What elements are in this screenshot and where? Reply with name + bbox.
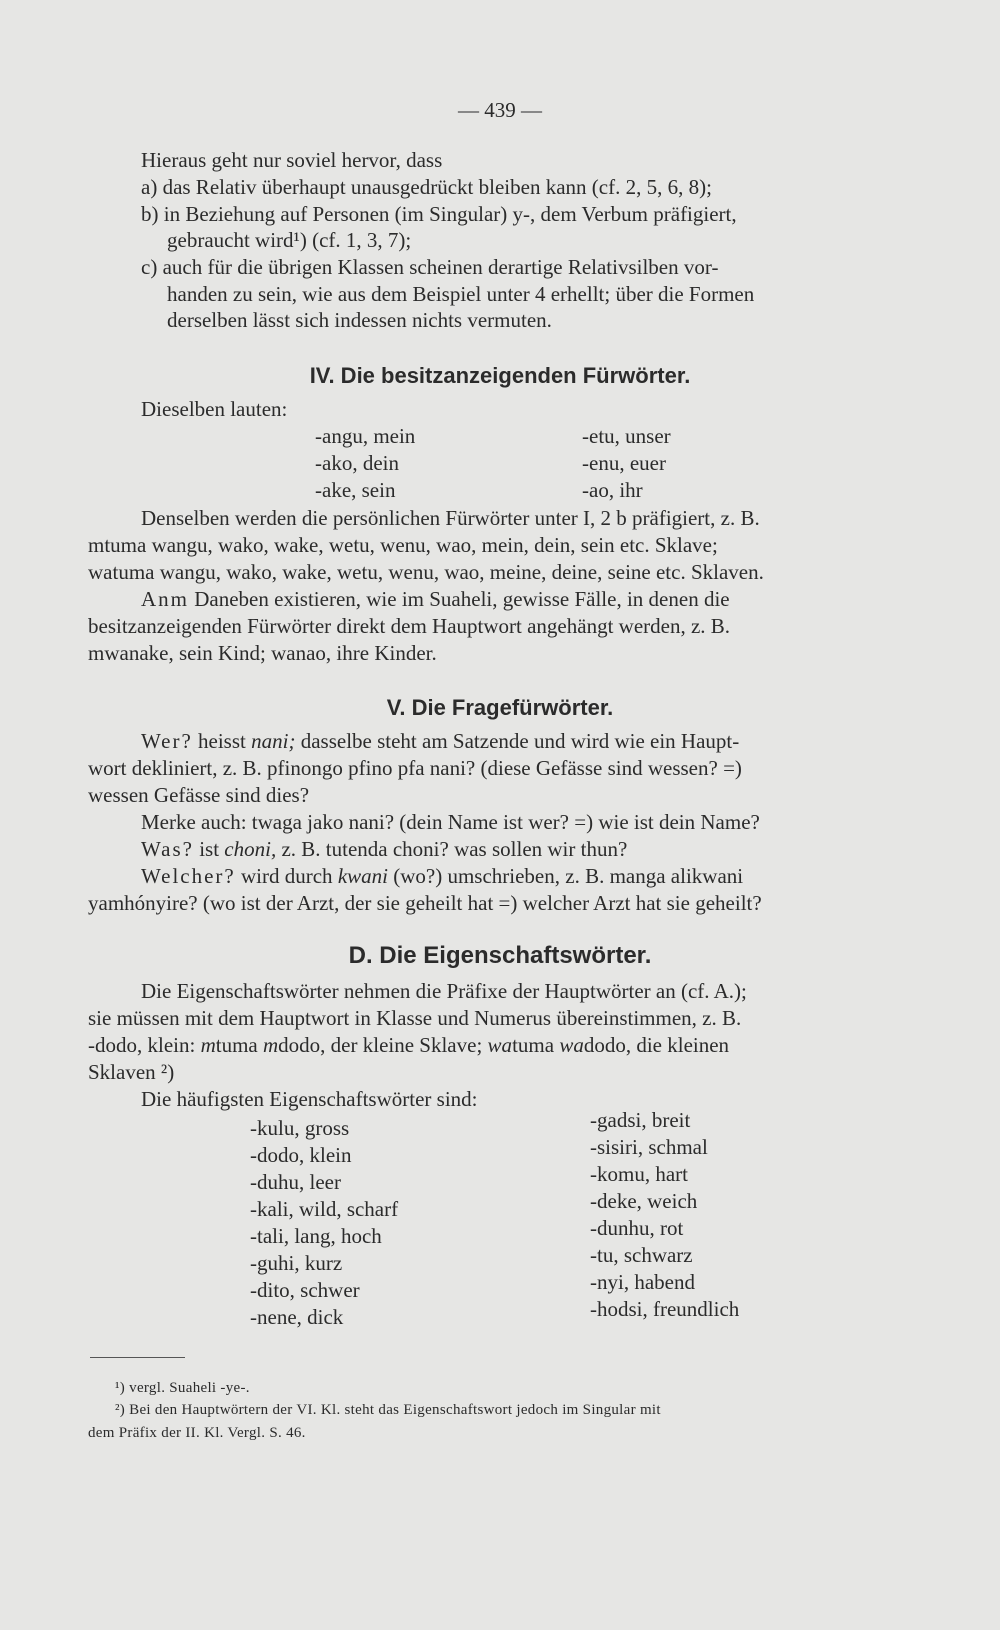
adjective-right: -deke, weich	[590, 1189, 698, 1213]
paragraph-line	[88, 1032, 729, 1058]
paragraph-line: Denselben werden die persönlichen Fürwörter unter I, 2 b präfigiert, z. B.	[141, 506, 760, 530]
prefix: m	[200, 1033, 216, 1057]
adjective-left: -kulu, gross	[250, 1116, 350, 1140]
paragraph-line: mtuma wangu, wako, wake, wetu, wenu, wao, mein, dein, sein etc. Sklave;	[88, 533, 718, 557]
list-item-c: c) auch für die übrigen Klassen scheinen derartige Relativsilben vor-	[141, 255, 719, 279]
paragraph-line: wessen Gefässe sind dies?	[88, 783, 310, 807]
term-label: Wer?	[141, 729, 193, 753]
pronoun-left: -ako, dein	[315, 451, 399, 475]
adjective-left: -duhu, leer	[250, 1170, 341, 1194]
text-run: dodo, der kleine Sklave;	[278, 1033, 483, 1057]
text-run: tuma	[512, 1033, 555, 1057]
term-label: Welcher?	[141, 864, 236, 888]
pronoun-left: -angu, mein	[315, 424, 416, 448]
paragraph-line	[141, 836, 627, 862]
footnote-1: ¹) vergl. Suaheli -ye-.	[115, 1380, 250, 1396]
paragraph-line: Die häufigsten Eigenschaftswörter sind:	[141, 1087, 478, 1111]
paragraph-line: Die Eigenschaftswörter nehmen die Präfixe der Hauptwörter an (cf. A.);	[141, 979, 747, 1003]
adjective-left: -kali, wild, scharf	[250, 1197, 399, 1221]
footnote-2: ²) Bei den Hauptwörtern der VI. Kl. steht das Eigenschaftswort jedoch im Singular mit	[115, 1402, 661, 1418]
paragraph-line: Merke auch: twaga jako nani? (dein Name ist wer? =) wie ist dein Name?	[141, 810, 760, 834]
paragraph-line: yamhónyire? (wo ist der Arzt, der sie geheilt hat =) welcher Arzt hat sie geheilt?	[88, 891, 762, 915]
adjective-right: -hodsi, freundlich	[590, 1297, 740, 1321]
paragraph-line: Dieselben lauten:	[141, 397, 288, 421]
list-item-c-cont: handen zu sein, wie aus dem Beispiel unter 4 erhellt; über die Formen	[167, 282, 755, 306]
text-run: tuma	[215, 1033, 258, 1057]
adjective-right: -dunhu, rot	[590, 1216, 684, 1240]
adjective-left: -dito, schwer	[250, 1278, 360, 1302]
text-run: dodo, die kleinen	[583, 1033, 730, 1057]
section-heading-v: V. Die Fragefürwörter.	[386, 695, 614, 720]
note-text: Daneben existieren, wie im Suaheli, gewisse Fälle, in denen die	[194, 587, 730, 611]
term-word: nani;	[251, 729, 296, 753]
text-run: dasselbe steht am Satzende und wird wie ein Haupt-	[300, 729, 740, 753]
paragraph-line	[141, 863, 743, 889]
adjective-right: -tu, schwarz	[590, 1243, 693, 1267]
adjective-right: -komu, hart	[590, 1162, 688, 1186]
paragraph-line: watuma wangu, wako, wake, wetu, wenu, wao, meine, deine, seine etc. Sklaven.	[88, 560, 764, 584]
adjective-right: -gadsi, breit	[590, 1108, 691, 1132]
text-run: -dodo, klein:	[88, 1033, 196, 1057]
pronoun-left: -ake, sein	[315, 478, 396, 502]
pronoun-right: -enu, euer	[582, 451, 666, 475]
prefix: wa	[487, 1033, 513, 1057]
section-heading-d: D. Die Eigenschaftswörter.	[348, 942, 652, 969]
footnote-divider	[90, 1357, 185, 1358]
text-run: heisst	[198, 729, 246, 753]
footnote-2-cont: dem Präfix der II. Kl. Vergl. S. 46.	[88, 1425, 306, 1441]
note-line	[141, 586, 730, 612]
list-item-b: b) in Beziehung auf Personen (im Singular) y-, dem Verbum präfigiert,	[141, 202, 737, 226]
adjective-right: -sisiri, schmal	[590, 1135, 708, 1159]
text-run: (wo?) umschrieben, z. B. manga alikwani	[393, 864, 744, 888]
term-label: Was?	[141, 837, 194, 861]
note-line: besitzanzeigenden Fürwörter direkt dem Hauptwort angehängt werden, z. B.	[88, 614, 731, 638]
paragraph-line: wort dekliniert, z. B. pfinongo pfino pfa nani? (diese Gefässe sind wessen? =)	[88, 756, 742, 780]
page-number: — 439 —	[458, 98, 542, 122]
text-run: ist	[199, 837, 220, 861]
adjective-left: -guhi, kurz	[250, 1251, 343, 1275]
prefix: wa	[559, 1033, 584, 1057]
adjective-left: -dodo, klein	[250, 1143, 352, 1167]
pronoun-right: -ao, ihr	[582, 478, 643, 502]
paragraph-line: sie müssen mit dem Hauptwort in Klasse und Numerus übereinstimmen, z. B.	[88, 1006, 742, 1030]
note-label: Anm	[141, 587, 189, 611]
term-word: choni,	[224, 837, 277, 861]
note-line: mwanake, sein Kind; wanao, ihre Kinder.	[88, 641, 437, 665]
term-word: kwani	[337, 864, 388, 888]
list-item-a: a) das Relativ überhaupt unausgedrückt bleiben kann (cf. 2, 5, 6, 8);	[141, 175, 712, 199]
text-run: z. B. tutenda choni? was sollen wir thun?	[281, 837, 628, 861]
paragraph-line: Sklaven ²)	[88, 1060, 175, 1084]
prefix: m	[263, 1033, 279, 1057]
paragraph-line	[141, 728, 739, 754]
section-heading-iv: IV. Die besitzanzeigenden Fürwörter.	[309, 363, 691, 388]
adjective-right: -nyi, habend	[590, 1270, 695, 1294]
text-run: wird durch	[241, 864, 333, 888]
list-item-c-cont: derselben lässt sich indessen nichts vermuten.	[167, 308, 552, 332]
list-item-b-cont: gebraucht wird¹) (cf. 1, 3, 7);	[167, 228, 412, 252]
pronoun-right: -etu, unser	[582, 424, 671, 448]
adjective-left: -nene, dick	[250, 1305, 344, 1329]
paragraph-line: Hieraus geht nur soviel hervor, dass	[141, 148, 443, 172]
adjective-left: -tali, lang, hoch	[250, 1224, 382, 1248]
